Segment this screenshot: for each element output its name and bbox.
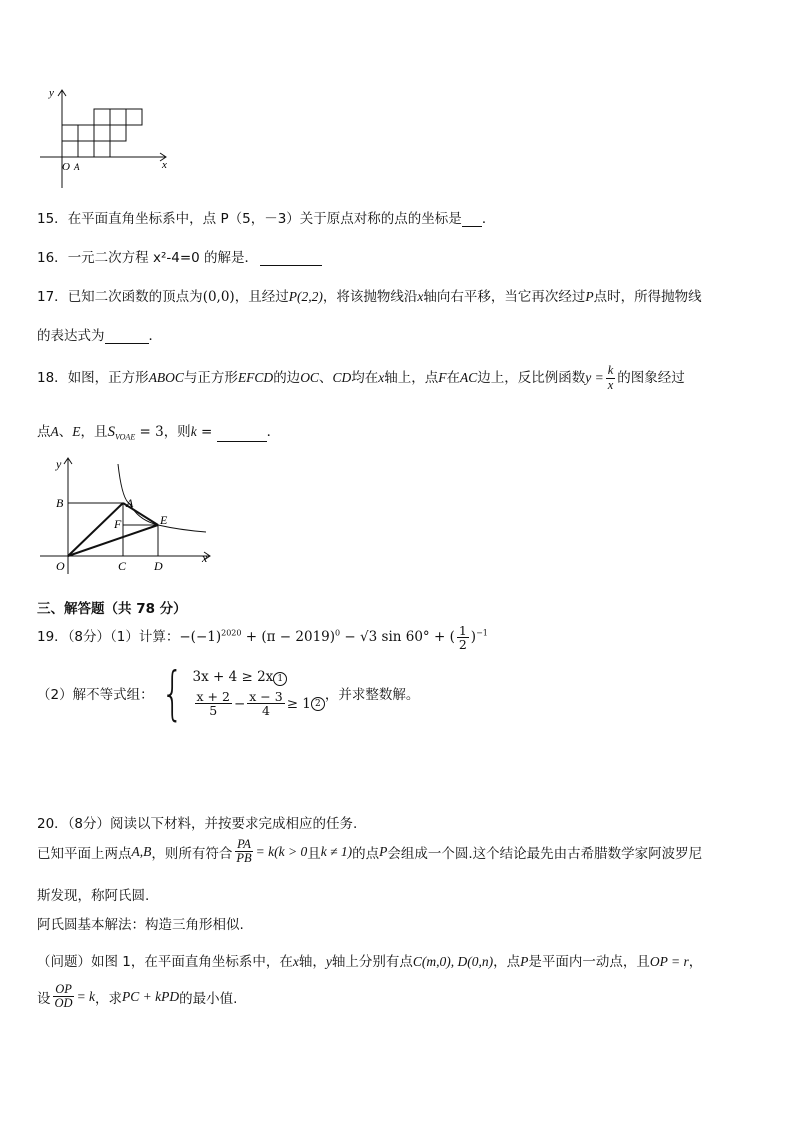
svg-text:x: x <box>202 551 208 565</box>
svg-text:C: C <box>118 559 127 573</box>
figure-18 <box>30 452 220 580</box>
svg-text:D: D <box>154 559 163 573</box>
section-3-heading: 三、解答题（共 78 分） <box>37 601 187 617</box>
inequality-1: 3x + 4 ≥ 2x 1 <box>193 669 325 686</box>
q15-blank <box>462 226 482 227</box>
grid-origin-label: O <box>62 161 70 173</box>
svg-text:E: E <box>160 513 168 527</box>
question-19-part2: （2）解不等式组： { 3x + 4 ≥ 2x 1 $\frac{x + 2}{5}$ − $\frac{x - 3}{4}$ ≥ 1 2 ，并求整数解。 <box>37 659 420 727</box>
question-16 <box>37 246 322 266</box>
q18-area-symbol: S <box>107 424 115 440</box>
svg-text:F: F <box>114 517 122 531</box>
grid-a-label: A <box>74 162 80 172</box>
q16-text: 一元二次方程 x²-4=0 的解是． <box>67 250 259 266</box>
q16-number: 16． <box>37 250 68 266</box>
q18-func-fraction: $\frac{k}{x}$ <box>607 363 614 392</box>
question-18: 18．如图，正方形ABOC与正方形EFCD的边OC、CD均在x轴上，点F在AC边上，反比例函数y = $\frac{k}{x}$ 的图象经过 <box>37 363 685 392</box>
q17-point-p: P(2,2) <box>288 289 323 304</box>
question-20-line4: （问题）如图 1，在平面直角坐标系中，在x轴，y轴上分别有点C(m,0), D(0,n)，点P是平面内一动点，且OP = r， <box>37 954 703 970</box>
inequality-system: { 3x + 4 ≥ 2x 1 $\frac{x + 2}{5}$ − $\frac{x - 3}{4}$ ≥ 1 2 <box>154 664 325 722</box>
question-15: 15．在平面直角坐标系中，点 P（5，－3）关于原点对称的点的坐标是 ． <box>37 211 496 227</box>
q19-expression: $-(-1)^{2020} + (\pi - 2019)^0 - √3$ sin 60° + ( $\frac{1}{2}$ )$^{-1}$ <box>179 623 488 653</box>
question-20-line5: 设 $\frac{OP}{OD}$ = k ，求 PC + kPD 的最小值. <box>37 982 238 1011</box>
question-20-line2: 斯发现，称阿氏圆. <box>37 888 150 904</box>
inequality-2: $\frac{x + 2}{5}$ − $\frac{x - 3}{4}$ ≥ 1 2 <box>193 690 325 717</box>
svg-text:O: O <box>56 559 65 573</box>
question-18-line2: 点A、E，且$S_{VOAE} = 3$，则k = ． <box>37 424 281 442</box>
svg-text:B: B <box>56 496 64 510</box>
grid-x-label: x <box>162 159 167 171</box>
grid-figure <box>36 84 176 192</box>
q17-blank <box>105 343 149 344</box>
question-17: 17．已知二次函数的顶点为(0,0)，且经过P(2,2)，将该抛物线沿x轴向右平移，当它再次经过P点时，所得抛物线 <box>37 289 702 305</box>
svg-text:y: y <box>56 457 62 471</box>
q18-func-y: y = <box>585 370 604 385</box>
question-20-line1: 已知平面上两点 A,B ，则所有符合 $\frac{PA}{PB}$ = k(k > 0 且 k ≠ 1) 的点 P 会组成一个圆.这个结论最先由古希腊数学家阿波罗尼 <box>37 837 703 866</box>
q15-text: 在平面直角坐标系中，点 P（5，－3）关于原点对称的点的坐标是 <box>67 211 462 227</box>
question-19: 19．（8分）（1）计算：$-(-1)^{2020} + (\pi - 2019)^0 - √3$ sin 60° + ( $\frac{1}{2}$ )$^{-1}$ <box>37 623 488 653</box>
question-20-line3: 阿氏圆基本解法：构造三角形相似. <box>37 917 244 933</box>
svg-text:A: A <box>126 496 134 510</box>
question-17-line2: 的表达式为 ． <box>37 328 162 344</box>
grid-y-label: y <box>49 87 54 99</box>
q17-vertex: (0,0) <box>202 289 235 305</box>
q15-number: 15． <box>37 211 68 227</box>
question-20: 20．（8分）阅读以下材料，并按要求完成相应的任务. <box>37 816 358 832</box>
q16-blank <box>260 265 322 266</box>
q18-blank <box>217 441 267 442</box>
